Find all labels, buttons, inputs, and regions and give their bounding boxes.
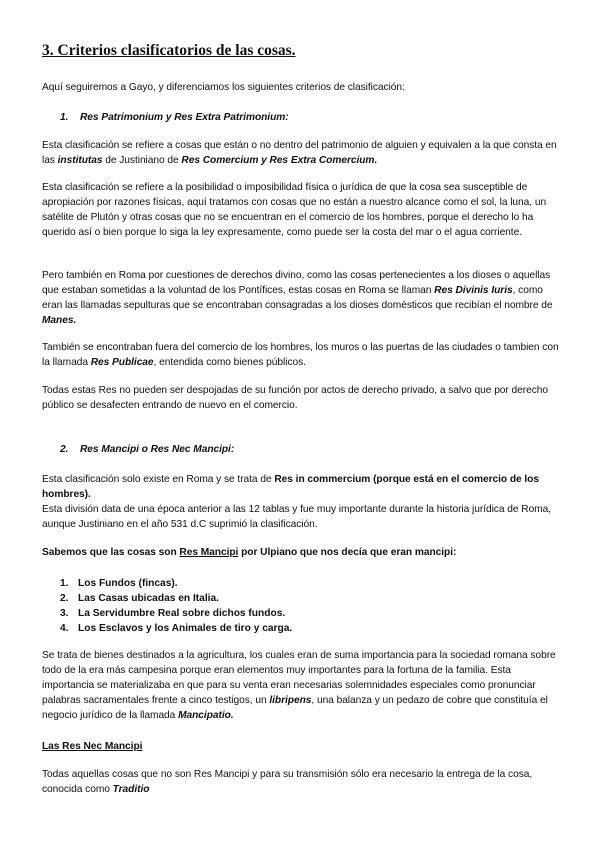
list-number: 2. xyxy=(60,593,69,604)
list-item xyxy=(60,606,292,621)
emphasis-res-divinis-iuris: Res Divinis Iuris xyxy=(434,285,513,296)
emphasis-libripens: libripens xyxy=(269,695,312,706)
section-1-paragraph-4 xyxy=(42,340,562,370)
list-item xyxy=(60,591,292,606)
list-number: 1. xyxy=(60,578,69,589)
section-1-number: 1. xyxy=(60,112,69,123)
text-run: Se trata de bienes destinados a la agricultura, los cuales eran de suma importancia para la sociedad romana sobre todo de la era más campesina porque eran elementos muy importantes para la fortuna de la familia. Esta importancia se materializaba en que para su venta eran necesarias solemnidades especiales como pronunciar palabras sacramentales frente a cinco testigos, un xyxy=(42,650,556,706)
section-2-paragraph-4 xyxy=(42,648,562,723)
section-2-title: Res Mancipi o Res Nec Mancipi: xyxy=(80,444,235,455)
emphasis-institutas: institutas xyxy=(57,155,103,166)
section-1-heading xyxy=(60,110,580,125)
emphasis-manes: Manes. xyxy=(42,315,77,326)
sub-heading-res-nec-mancipi: Las Res Nec Mancipi xyxy=(42,741,143,752)
mancipi-list xyxy=(60,576,292,636)
section-2-number: 2. xyxy=(60,444,69,455)
text-run: Sabemos que las cosas son xyxy=(42,547,180,558)
section-2-paragraph-5 xyxy=(42,767,562,797)
list-text: La Servidumbre Real sobre dichos fundos. xyxy=(78,608,286,619)
emphasis-traditio: Traditio xyxy=(112,784,150,795)
text-run: Esta clasificación se refiere a cosas que están o no dentro del patrimonio de alguien y equivalen a la que consta en las xyxy=(42,140,557,166)
text-run: Esta clasificación solo existe en Roma y se trata de xyxy=(42,474,275,485)
list-item xyxy=(60,621,292,636)
text-run: También se encontraban fuera del comercio de los hombres, los muros o las puertas de las ciudades o tambien con la llamada xyxy=(42,342,559,368)
section-1-paragraph-3 xyxy=(42,268,562,328)
section-2-paragraph-1 xyxy=(42,472,562,502)
text-run: , entendida como bienes públicos. xyxy=(153,357,306,368)
section-1-paragraph-1 xyxy=(42,138,562,168)
list-text: Las Casas ubicadas en Italia. xyxy=(78,593,219,604)
list-text: Los Fundos (fincas). xyxy=(78,578,178,589)
section-1-paragraph-5: Todas estas Res no pueden ser despojadas de su función por actos de derecho privado, a salvo que por derecho público se desafecten entrando de nuevo en el comercio. xyxy=(42,385,549,411)
list-number: 4. xyxy=(60,623,69,634)
list-text: Los Esclavos y los Animales de tiro y carga. xyxy=(78,623,293,634)
section-1-title: Res Patrimonium y Res Extra Patrimonium: xyxy=(80,112,289,123)
emphasis-res-comercium: Res Comercium y Res Extra Comercium. xyxy=(181,155,378,166)
emphasis-res-in-commercium: Res in commercium (porque está en el comercio de los hombres). xyxy=(42,474,539,500)
list-item xyxy=(60,576,292,591)
text-run: Pero también en Roma por cuestiones de derechos divino, como las cosas pertenecientes a los dioses o aquellas que estaban sometidas a la voluntad de los Pontífices, estas cosas en Roma se llaman xyxy=(42,270,551,296)
section-2-heading xyxy=(60,442,580,457)
list-number: 3. xyxy=(60,608,69,619)
text-run: de Justiniano de xyxy=(102,155,182,166)
section-2-paragraph-3 xyxy=(42,545,562,560)
emphasis-res-mancipi: Res Mancipi xyxy=(179,547,239,558)
section-1-paragraph-2: Esta clasificación se refiere a la posibilidad o imposibilidad física o jurídica de que la cosa sea susceptible de apropiación por razones físicas, aquí tratamos con cosas que no están a nuestro alcance como el sol, la luna, un satélite de Plutón y otras cosas que no se encuentran en el comercio de los hombres, porque el derecho lo ha querido así o bien porque lo siga la ley expresamente, como puede ser la costa del mar o el agua corriente. xyxy=(42,182,547,238)
page-title: 3. Criterios clasificatorios de las cosas. xyxy=(42,42,296,59)
text-run: Todas aquellas cosas que no son Res Mancipi y para su transmisión sólo era necesario la entrega de la cosa, conocida como xyxy=(42,769,533,795)
emphasis-res-publicae: Res Publicae xyxy=(90,357,154,368)
section-2-paragraph-2: Esta división data de una época anterior a las 12 tablas y fue muy importante durante la historia jurídica de Roma, aunque Justiniano en el año 531 d.C suprimió la clasificación. xyxy=(42,504,552,530)
text-run: , una balanza y un pedazo de cobre que constituía el negocio jurídico de la llamada xyxy=(42,695,548,721)
text-run: , como eran las llamadas sepulturas que se encontraban consagradas a los dioses domésticos que recibían el nombre de xyxy=(42,285,553,311)
text-run: por Ulpiano que nos decía que eran mancipi: xyxy=(238,547,457,558)
intro-paragraph: Aquí seguiremos a Gayo, y diferenciamos los siguientes criterios de clasificación: xyxy=(42,82,405,93)
emphasis-mancipatio: Mancipatio. xyxy=(178,710,234,721)
